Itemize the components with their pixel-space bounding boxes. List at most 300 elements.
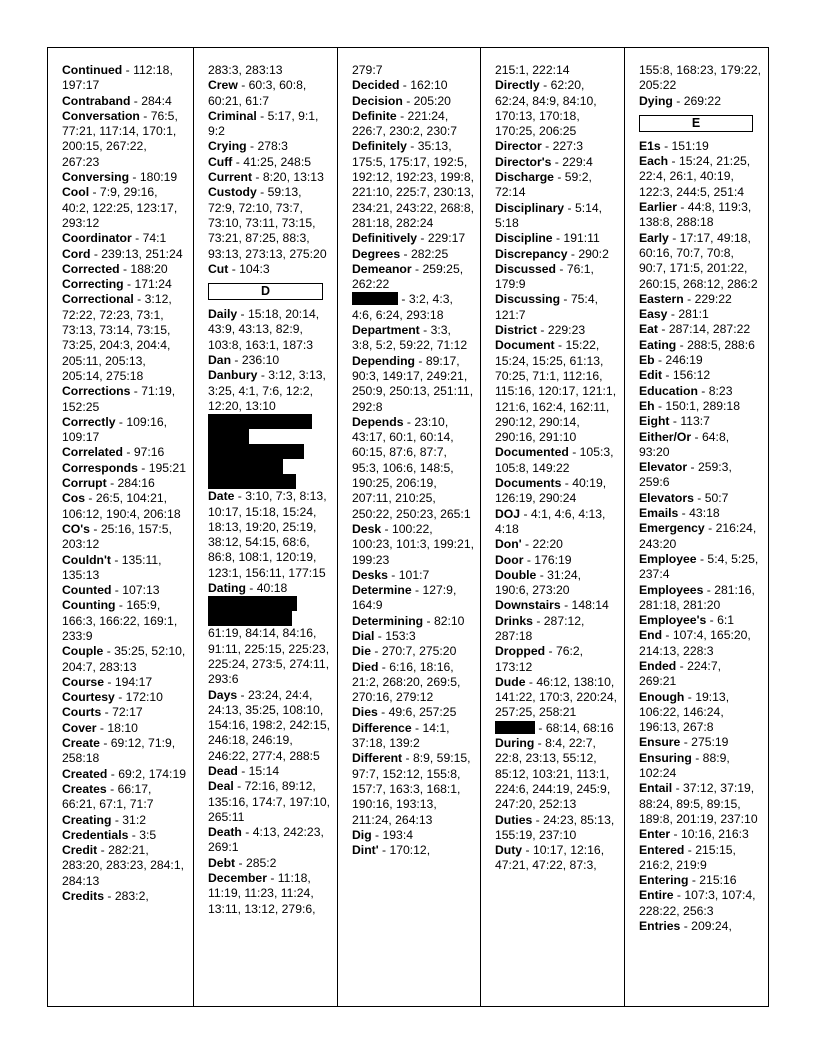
index-entry: Debt - 285:2	[208, 855, 277, 870]
index-term: Emails	[639, 506, 679, 521]
index-page-references: 107:3, 107:4, 228:22, 256:3	[639, 888, 756, 918]
index-page-references: 15:24, 21:25, 22:4, 26:1, 40:19, 122:3, 244:5, 251:4	[639, 154, 751, 199]
index-term: Difference	[352, 720, 412, 735]
index-entry: Demeanor - 259:25, 262:22	[352, 261, 464, 292]
index-term: Credits	[62, 889, 104, 904]
index-term: Dint'	[352, 843, 379, 858]
index-entry	[208, 626, 331, 687]
index-term: Directly	[495, 78, 540, 93]
index-term: Document	[495, 338, 555, 353]
index-entry: Education - 8:23	[639, 383, 733, 398]
index-page-references: 72:17	[112, 705, 143, 720]
index-page-references: 224:7, 269:21	[639, 658, 721, 689]
redaction-bar	[208, 429, 249, 444]
index-term: Discussing	[495, 292, 561, 307]
index-term: Counted	[62, 583, 112, 598]
redaction-bar	[208, 444, 304, 459]
index-term: Eastern	[639, 291, 684, 306]
index-entry: Entering - 215:16	[639, 873, 737, 888]
index-page-references: 229:17	[427, 231, 466, 246]
index-term: Director	[495, 139, 542, 154]
index-term: Education	[639, 383, 698, 398]
index-page-references: 101:7	[398, 567, 430, 582]
redaction-bar	[208, 596, 297, 611]
index-term: Door	[495, 552, 524, 567]
index-page-references: 113:7	[680, 414, 710, 429]
index-page-references: 270:7, 275:20	[381, 644, 457, 659]
index-term: Eating	[639, 337, 677, 352]
index-page-references: 7:9, 29:16, 40:2, 122:25, 123:17, 293:12	[62, 185, 178, 230]
index-page-references: 3:10, 7:3, 8:13, 10:17, 15:18, 15:24, 18:13, 19:20, 25:19, 38:12, 54:15, 68:6, 86:8, 108:1, 120:19, 123:1, 156:11, 177:15	[208, 489, 327, 580]
index-term: Date	[208, 489, 235, 504]
index-term: Corresponds	[62, 460, 138, 475]
index-page-references: 8:20, 13:13	[262, 170, 324, 185]
index-page-references: 46:12, 138:10, 141:22, 170:3, 220:24, 257:25, 258:21	[495, 674, 617, 720]
index-entry: December - 11:18, 11:19, 11:23, 11:24, 13:11, 13:12, 279:6,	[208, 871, 316, 916]
index-page-references: 171:24	[134, 277, 172, 292]
index-term: Eight	[639, 414, 670, 429]
index-entry: Downstairs - 148:14	[495, 598, 609, 613]
index-page-references: 15:22, 15:24, 15:25, 61:13, 70:25, 71:1, 112:16, 115:16, 120:17, 121:1, 121:6, 162:4, 162:11, 290:12, 290:14, 290:16, 291:10	[495, 338, 617, 445]
redacted-term	[495, 721, 535, 734]
index-page-references: 41:25, 248:5	[243, 154, 311, 169]
index-page-references: 3:5	[139, 827, 157, 842]
index-term: Dude	[495, 674, 526, 689]
index-term: Counting	[62, 598, 116, 613]
index-entry: Enough - 19:13, 106:22, 146:24, 196:13, 267:8	[639, 689, 730, 735]
index-entry: Determine - 127:9, 164:9	[352, 583, 457, 613]
index-entry: Edit - 156:12	[639, 368, 711, 383]
index-page-references: 287:14, 287:22	[668, 322, 751, 337]
index-entry	[639, 63, 761, 94]
index-entry: Documents - 40:19, 126:19, 290:24	[495, 476, 607, 506]
index-entry: Custody - 59:13, 72:9, 72:10, 73:7, 73:10, 73:11, 73:15, 73:21, 87:25, 88:3, 93:13, 273:13, 275:20	[208, 185, 327, 261]
index-page-references: 35:13, 175:5, 175:17, 192:5, 192:12, 192:23, 199:8, 221:10, 225:7, 230:13, 234:21, 243:22, 268:8, 281:18, 282:24	[352, 139, 474, 230]
index-page-references: 35:25, 52:10, 204:7, 283:13	[62, 644, 186, 674]
redaction-block	[208, 596, 331, 626]
index-term: DOJ	[495, 506, 521, 521]
redaction-block	[208, 414, 331, 489]
index-term: Elevators	[639, 490, 694, 505]
index-page-references: 246:19	[665, 353, 703, 368]
index-entry: Dint' - 170:12,	[352, 843, 431, 858]
index-term: Each	[639, 154, 669, 169]
index-page-references: 68:14, 68:16	[545, 720, 614, 735]
index-term: Edit	[639, 368, 663, 383]
index-entry: Ensure - 275:19	[639, 735, 729, 750]
index-entry: Dude - 46:12, 138:10, 141:22, 170:3, 220:24, 257:25, 258:21	[495, 674, 617, 720]
index-term: Coordinator	[62, 231, 132, 246]
index-term: Corrupt	[62, 476, 107, 491]
index-entry: Counting - 165:9, 166:3, 166:22, 169:1, 233:9	[62, 598, 178, 643]
index-page-references: 150:1, 289:18	[665, 398, 740, 413]
index-term: End	[639, 628, 663, 643]
index-entry: Corrupt - 284:16	[62, 476, 155, 491]
index-page-references: 284:4	[141, 93, 172, 108]
index-term: Days	[208, 687, 238, 702]
index-page-references: 69:2, 174:19	[118, 766, 187, 781]
index-page-references: 215:16	[699, 873, 737, 888]
index-entry	[495, 63, 618, 78]
index-page-references: 155:8, 168:23, 179:22, 205:22	[639, 63, 761, 93]
index-entry: CO's - 25:16, 157:5, 203:12	[62, 521, 172, 552]
index-entry: Create - 69:12, 71:9, 258:18	[62, 736, 176, 766]
index-page-references: 236:10	[241, 353, 280, 368]
index-term: Decision	[352, 93, 403, 108]
index-term: Desks	[352, 567, 388, 582]
index-term: Cut	[208, 261, 229, 276]
index-column-2	[193, 48, 337, 1006]
index-page-references: 205:20	[413, 93, 451, 108]
index-term: Drinks	[495, 613, 533, 628]
index-term: Discrepancy	[495, 246, 568, 261]
index-term: Crying	[208, 139, 247, 154]
index-term: Courtesy	[62, 690, 115, 705]
index-term: Entries	[639, 919, 681, 934]
index-page-references: 282:21, 283:20, 283:23, 284:1, 284:13	[62, 843, 184, 888]
index-entry	[208, 63, 331, 78]
index-page-references: 5:4, 5:25, 237:4	[639, 551, 759, 582]
index-page-references: 216:24, 243:20	[639, 521, 757, 551]
index-entry: Documented - 105:3, 105:8, 149:22	[495, 445, 614, 475]
index-term: Definitely	[352, 139, 407, 154]
index-entry: Couldn't - 135:11, 135:13	[62, 552, 162, 582]
index-entry: Entries - 209:24,	[639, 919, 732, 934]
index-term: Demeanor	[352, 261, 412, 276]
index-entry: Courtesy - 172:10	[62, 690, 163, 705]
index-entry: Dan - 236:10	[208, 353, 280, 368]
index-page-references: 88:9, 102:24	[639, 750, 730, 781]
index-entry: Counted - 107:13	[62, 583, 160, 598]
index-entry: Director - 227:3	[495, 139, 584, 154]
index-entry: Early - 17:17, 49:18, 60:16, 70:7, 70:8, 90:7, 171:5, 201:22, 260:15, 268:12, 286:2	[639, 230, 758, 291]
index-page-references: 60:3, 60:8, 60:21, 61:7	[208, 78, 307, 108]
index-page-references: 193:4	[382, 827, 413, 842]
index-term: Elevator	[639, 460, 688, 475]
index-page-references: 287:12, 287:18	[495, 613, 585, 643]
index-term: Desk	[352, 521, 382, 536]
index-entry: Employee's - 6:1	[639, 613, 735, 628]
index-page-references: 31:2	[122, 812, 147, 827]
index-entry: Discussed - 76:1, 179:9	[495, 261, 594, 292]
index-page-references: 259:25, 262:22	[352, 261, 464, 292]
index-page-references: 153:3	[385, 628, 416, 643]
index-page-references: 26:5, 104:21, 106:12, 190:4, 206:18	[62, 491, 181, 521]
index-term: Decided	[352, 78, 400, 93]
index-page-references: 14:1, 37:18, 139:2	[352, 720, 450, 751]
index-entry: Criminal - 5:17, 9:1, 9:2	[208, 108, 319, 139]
index-entry: Door - 176:19	[495, 552, 572, 567]
index-page-references: 188:20	[130, 261, 168, 276]
index-term: Director's	[495, 154, 552, 169]
index-page-references: 4:13, 242:23, 269:1	[208, 825, 324, 855]
index-term: Degrees	[352, 246, 401, 261]
index-page-references: 59:2, 72:14	[495, 170, 592, 200]
index-entry: Definitely - 35:13, 175:5, 175:17, 192:5, 192:12, 192:23, 199:8, 221:10, 225:7, 230:13, 234:21, 243:22, 268:8, 281:18, 282:24	[352, 139, 474, 230]
index-term: District	[495, 323, 537, 338]
index-term: Earlier	[639, 200, 677, 215]
index-page-references: 281:1	[678, 307, 709, 322]
index-entry: Eat - 287:14, 287:22	[639, 322, 751, 337]
index-page-references: 107:4, 165:20, 214:13, 228:3	[639, 628, 751, 658]
index-entry: Discipline - 191:11	[495, 231, 600, 246]
index-term: Dan	[208, 353, 232, 368]
index-entry: Cuff - 41:25, 248:5	[208, 154, 311, 169]
index-term: Cover	[62, 720, 97, 735]
index-term: Definite	[352, 108, 397, 123]
index-page-references: 15:18, 20:14, 43:9, 43:13, 82:9, 103:8, 163:1, 187:3	[208, 307, 320, 352]
index-page-references: 82:10	[433, 613, 465, 628]
redaction-bar	[208, 414, 312, 429]
index-entry: Elevators - 50:7	[639, 490, 729, 505]
index-entry: Cover - 18:10	[62, 720, 138, 735]
index-page-references: 74:1	[142, 231, 167, 246]
index-page-references: 40:18	[256, 581, 288, 596]
index-page-references: 215:1, 222:14	[495, 63, 570, 77]
index-term: Die	[352, 644, 371, 659]
index-page-references: 172:10	[125, 690, 163, 705]
index-column-5	[624, 48, 767, 1006]
index-entry: Eating - 288:5, 288:6	[639, 337, 755, 352]
index-page-references: 229:23	[547, 323, 586, 338]
index-page-references: 112:18, 197:17	[62, 63, 173, 93]
index-page-references: 282:25	[410, 246, 449, 261]
index-term: Creating	[62, 812, 112, 827]
index-term: Credentials	[62, 827, 129, 842]
index-term: Entail	[639, 781, 673, 796]
index-term: Correlated	[62, 445, 123, 460]
index-entry: Discrepancy - 290:2	[495, 246, 609, 261]
index-term: Course	[62, 674, 104, 689]
index-entry: Crying - 278:3	[208, 139, 288, 154]
index-entry: Employee - 5:4, 5:25, 237:4	[639, 551, 759, 582]
index-entry: Daily - 15:18, 20:14, 43:9, 43:13, 82:9, 103:8, 163:1, 187:3	[208, 307, 320, 352]
index-term: Daily	[208, 307, 238, 322]
index-term: Depends	[352, 414, 404, 429]
index-term: Discipline	[495, 231, 553, 246]
index-entry	[352, 63, 474, 78]
index-term: Easy	[639, 307, 668, 322]
index-page-references: 227:3	[552, 139, 584, 154]
index-page-references: 239:13, 251:24	[101, 246, 183, 261]
index-term: Dropped	[495, 644, 546, 659]
index-page-references: 5:17, 9:1, 9:2	[208, 108, 319, 139]
index-term: Courts	[62, 705, 102, 720]
index-page-references: 107:13	[122, 583, 160, 598]
index-term: Debt	[208, 855, 236, 870]
index-page-frame	[47, 47, 769, 1007]
index-entry: Desk - 100:22, 100:23, 101:3, 199:21, 199:23	[352, 521, 474, 567]
index-term: CO's	[62, 521, 90, 536]
index-term: Corrections	[62, 384, 131, 399]
index-page-references: 64:8, 93:20	[639, 429, 730, 459]
index-entry: Corresponds - 195:21	[62, 460, 186, 475]
index-page-references: 170:12,	[389, 843, 431, 858]
index-page-references: 8:4, 22:7, 22:8, 23:13, 55:12, 85:12, 103:21, 113:1, 224:6, 244:19, 245:9, 247:20, 252:13	[495, 736, 611, 812]
index-term: Department	[352, 323, 420, 338]
index-page-references: 195:21	[148, 460, 186, 475]
index-entry: Danbury - 3:12, 3:13, 3:25, 4:1, 7:6, 12:2, 12:20, 13:10	[208, 368, 326, 413]
index-page-references: 109:16, 109:17	[62, 414, 168, 445]
index-entry: Directly - 62:20, 62:24, 84:9, 84:10, 170:13, 170:18, 170:25, 206:25	[495, 78, 597, 139]
index-entry: Crew - 60:3, 60:8, 60:21, 61:7	[208, 78, 307, 108]
index-page-references: 259:3, 259:6	[639, 460, 732, 490]
index-page-references: 6:16, 18:16, 21:2, 268:20, 269:5, 270:16, 279:12	[352, 659, 461, 705]
index-term: Either/Or	[639, 429, 692, 444]
index-entry: Different - 8:9, 59:15, 97:7, 152:12, 155:8, 157:7, 163:3, 168:1, 190:16, 193:13, 211:24, 264:13	[352, 751, 471, 827]
index-page-references: 279:7	[352, 63, 383, 77]
index-entry: Credentials - 3:5	[62, 827, 157, 842]
index-term: Discharge	[495, 170, 554, 185]
index-page-references: 10:17, 12:16, 47:21, 47:22, 87:3,	[495, 843, 605, 873]
index-entry: Correctional - 3:12, 72:22, 72:23, 73:1, 73:13, 73:14, 73:15, 73:25, 204:3, 204:4, 205:11, 205:13, 205:14, 275:18	[62, 292, 172, 383]
redacted-term	[352, 292, 398, 305]
index-term: Ensuring	[639, 750, 692, 765]
index-entry: Double - 31:24, 190:6, 273:20	[495, 567, 582, 598]
index-term: Employee	[639, 551, 697, 566]
index-term: Dead	[208, 763, 238, 778]
index-entry: Drinks - 287:12, 287:18	[495, 613, 585, 643]
index-entry: Dig - 193:4	[352, 827, 413, 842]
index-page-references: 191:11	[563, 231, 600, 246]
index-entry: Eb - 246:19	[639, 353, 703, 368]
index-entry: Dating - 40:18	[208, 581, 288, 596]
index-page-references: 72:16, 89:12, 135:16, 174:7, 197:10, 265:11	[208, 779, 330, 824]
index-term: Eb	[639, 353, 655, 368]
index-page-references: 62:20, 62:24, 84:9, 84:10, 170:13, 170:18, 170:25, 206:25	[495, 78, 597, 139]
index-entry: Dies - 49:6, 257:25	[352, 705, 457, 720]
index-entry: Ended - 224:7, 269:21	[639, 658, 721, 689]
index-page-references: 40:19, 126:19, 290:24	[495, 476, 607, 506]
index-entry: Depends - 23:10, 43:17, 60:1, 60:14, 60:15, 87:6, 87:7, 95:3, 106:6, 148:5, 190:25, 206:19, 207:11, 210:25, 250:22, 250:23, 265:1	[352, 414, 471, 521]
index-entry: Entered - 215:15, 216:2, 219:9	[639, 842, 736, 872]
index-page-references: 23:10, 43:17, 60:1, 60:14, 60:15, 87:6, 87:7, 95:3, 106:6, 148:5, 190:25, 206:19, 207:11, 210:25, 250:22, 250:23, 265:1	[352, 414, 471, 521]
index-entry: Eight - 113:7	[639, 414, 710, 429]
index-term: Death	[208, 825, 242, 840]
index-entry: Date - 3:10, 7:3, 8:13, 10:17, 15:18, 15:24, 18:13, 19:20, 25:19, 38:12, 54:15, 68:6, 86:8, 108:1, 120:19, 123:1, 156:11, 177:15	[208, 489, 327, 580]
index-entry: Ensuring - 88:9, 102:24	[639, 750, 730, 781]
index-entry: Conversation - 76:5, 77:21, 117:14, 170:1, 200:15, 267:22, 267:23	[62, 108, 178, 169]
index-entry: - 68:14, 68:16	[495, 721, 618, 736]
index-page-references: 229:22	[694, 291, 732, 306]
index-term: Duties	[495, 812, 533, 827]
redaction-bar	[208, 474, 296, 489]
index-entry: Dying - 269:22	[639, 93, 721, 108]
index-page-references: 31:24, 190:6, 273:20	[495, 567, 582, 598]
index-term: Couldn't	[62, 552, 111, 567]
index-entry: Course - 194:17	[62, 674, 153, 689]
index-page-references: 89:17, 90:3, 149:17, 249:21, 250:9, 250:13, 251:11, 292:8	[352, 353, 474, 414]
index-page-references: 3:12, 3:13, 3:25, 4:1, 7:6, 12:2, 12:20, 13:10	[208, 368, 326, 413]
index-term: Determine	[352, 583, 412, 598]
index-entry: Duty - 10:17, 12:16, 47:21, 47:22, 87:3,	[495, 843, 605, 873]
index-entry: Discussing - 75:4, 121:7	[495, 292, 598, 322]
index-page-references: 49:6, 257:25	[388, 705, 457, 720]
redaction-bar	[208, 611, 292, 626]
index-entry: Died - 6:16, 18:16, 21:2, 268:20, 269:5, 270:16, 279:12	[352, 659, 461, 705]
index-term: Creates	[62, 781, 107, 796]
index-term: Don'	[495, 537, 522, 552]
index-entry: Decided - 162:10	[352, 78, 448, 93]
index-entry: Decision - 205:20	[352, 93, 451, 108]
index-entry: Enter - 10:16, 216:3	[639, 827, 749, 842]
index-entry: - 3:2, 4:3, 4:6, 6:24, 293:18	[352, 292, 453, 322]
index-entry: Depending - 89:17, 90:3, 149:17, 249:21, 250:9, 250:13, 251:11, 292:8	[352, 353, 474, 414]
index-page-references: 75:4, 121:7	[495, 292, 598, 322]
index-page-references: 11:18, 11:19, 11:23, 11:24, 13:11, 13:12, 279:6,	[208, 871, 316, 916]
index-entry: Contraband - 284:4	[62, 93, 172, 108]
index-page-references: 127:9, 164:9	[352, 583, 457, 613]
index-page-references: 69:12, 71:9, 258:18	[62, 736, 176, 766]
index-entry: Corrected - 188:20	[62, 261, 168, 276]
index-entry: Easy - 281:1	[639, 307, 709, 322]
index-entry: Disciplinary - 5:14, 5:18	[495, 200, 603, 230]
index-page-references: 148:14	[571, 598, 609, 613]
index-term: Duty	[495, 843, 523, 858]
index-page-references: 290:2	[578, 246, 609, 261]
index-entry: Don' - 22:20	[495, 537, 563, 552]
index-entry: Duties - 24:23, 85:13, 155:19, 237:10	[495, 812, 615, 842]
index-entry: Emails - 43:18	[639, 506, 720, 521]
index-entry: Courts - 72:17	[62, 705, 143, 720]
index-page-references: 22:20	[532, 537, 563, 552]
index-term: Create	[62, 736, 100, 751]
index-entry: Cut - 104:3	[208, 261, 270, 276]
index-entry: Determining - 82:10	[352, 613, 465, 628]
index-term: Dies	[352, 705, 378, 720]
index-entry: Either/Or - 64:8, 93:20	[639, 429, 730, 459]
index-term: Couple	[62, 644, 104, 659]
index-term: Contraband	[62, 93, 131, 108]
index-term: Documented	[495, 445, 569, 460]
index-entry: Correlated - 97:16	[62, 445, 165, 460]
index-term: Eh	[639, 398, 655, 413]
index-term: Dig	[352, 827, 372, 842]
index-entry: Director's - 229:4	[495, 154, 593, 169]
index-entry: Credit - 282:21, 283:20, 283:23, 284:1, 284:13	[62, 843, 184, 888]
index-page-references: 43:18	[689, 506, 720, 521]
index-term: Different	[352, 751, 403, 766]
index-entry: Death - 4:13, 242:23, 269:1	[208, 825, 324, 855]
index-term: Cos	[62, 491, 86, 506]
index-term: Continued	[62, 63, 123, 77]
index-term: Died	[352, 659, 379, 674]
index-entry: Document - 15:22, 15:24, 15:25, 61:13, 70:25, 71:1, 112:16, 115:16, 120:17, 121:1, 121:6, 162:4, 162:11, 290:12, 290:14, 290:16, 291:10	[495, 338, 617, 445]
index-page-references: 25:16, 157:5, 203:12	[62, 521, 172, 552]
index-term: Correctly	[62, 414, 116, 429]
index-term: During	[495, 736, 535, 751]
index-page-references: 283:2,	[114, 889, 149, 904]
index-entry: During - 8:4, 22:7, 22:8, 23:13, 55:12, 85:12, 103:21, 113:1, 224:6, 244:19, 245:9, 247:20, 252:13	[495, 736, 611, 812]
index-page-references: 215:15, 216:2, 219:9	[639, 842, 736, 872]
index-page-references: 8:23	[708, 383, 733, 398]
index-page-references: 23:24, 24:4, 24:13, 35:25, 108:10, 154:16, 198:2, 242:15, 246:18, 246:19, 246:22, 277:4, 288:5	[208, 687, 330, 763]
index-term: E1s	[639, 138, 661, 153]
index-term: Custody	[208, 185, 257, 200]
index-page-references: 180:19	[139, 170, 178, 185]
index-entry: Continued - 112:18, 197:17	[62, 63, 173, 93]
index-page-references: 76:2, 173:12	[495, 644, 584, 674]
index-page-references: 18:10	[107, 720, 138, 735]
index-page-references: 100:22, 100:23, 101:3, 199:21, 199:23	[352, 521, 474, 567]
index-page-references: 209:24,	[691, 919, 732, 934]
index-page-references: 284:16	[117, 476, 155, 491]
index-page-references: 135:11, 135:13	[62, 552, 162, 582]
index-entry: Each - 15:24, 21:25, 22:4, 26:1, 40:19, 122:3, 244:5, 251:4	[639, 154, 751, 199]
index-page-references: 278:3	[257, 139, 288, 154]
index-term: Depending	[352, 353, 415, 368]
index-page-references: 17:17, 49:18, 60:16, 70:7, 70:8, 90:7, 171:5, 201:22, 260:15, 268:12, 286:2	[639, 230, 758, 291]
